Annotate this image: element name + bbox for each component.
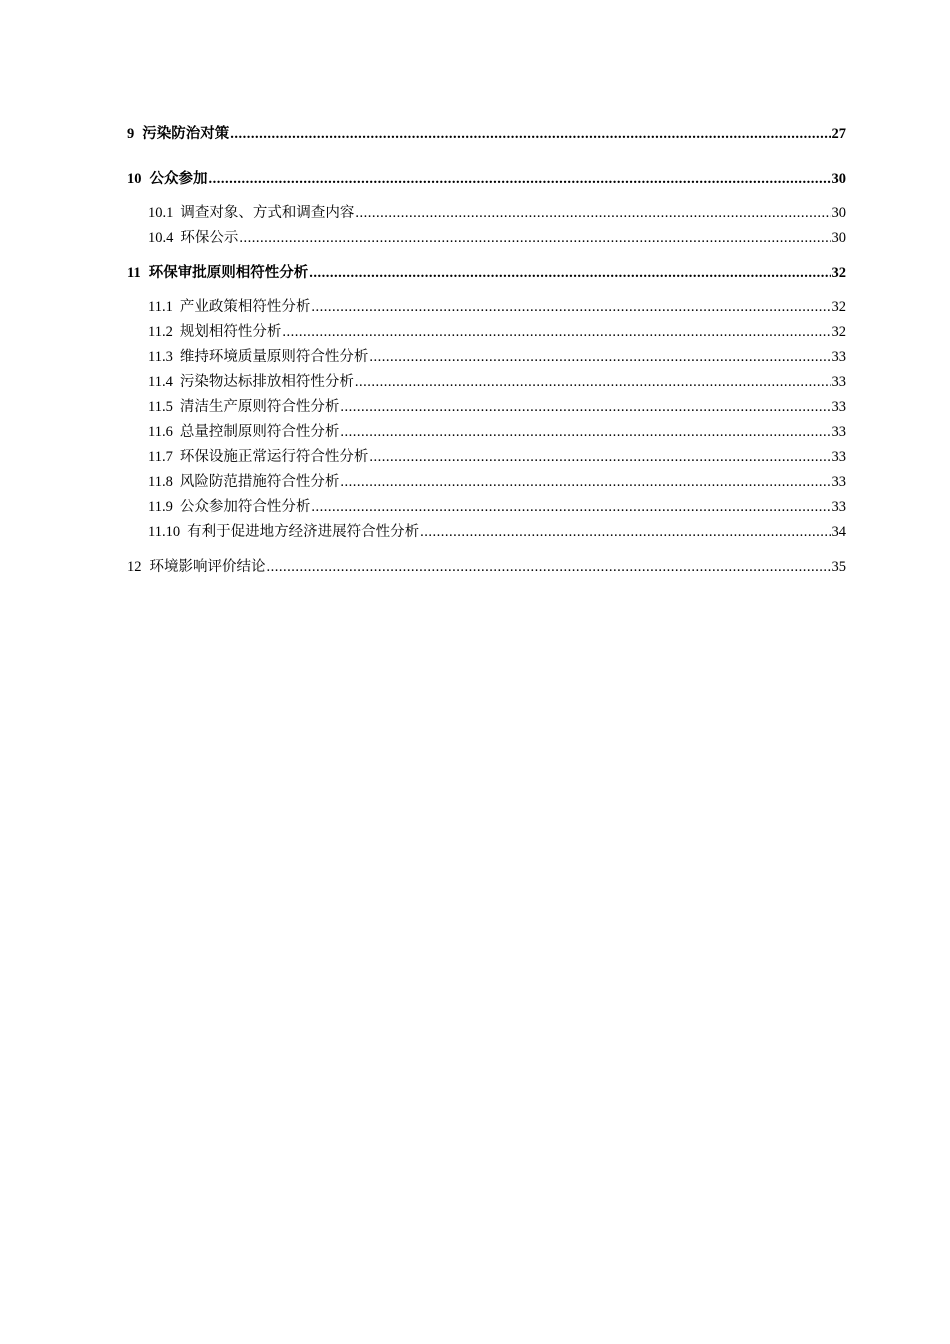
table-of-contents: [127, 122, 846, 580]
dot-leader: [311, 295, 830, 320]
toc-entry-10-4[interactable]: [127, 226, 846, 251]
toc-number: 11.9: [148, 499, 173, 515]
toc-page-number: 35: [831, 559, 846, 575]
toc-number: 11.5: [148, 399, 173, 415]
toc-entry-11[interactable]: [127, 261, 846, 286]
toc-page-number: 33: [831, 349, 846, 365]
toc-entry-11-10[interactable]: [127, 520, 846, 545]
dot-leader: [267, 555, 831, 580]
dot-leader: [309, 261, 830, 286]
toc-number: 10.4: [148, 230, 174, 246]
toc-page-number: 32: [831, 324, 846, 340]
toc-number: 10.1: [148, 205, 174, 221]
toc-title: 总量控制原则符合性分析: [179, 424, 340, 440]
toc-page-number: 33: [831, 449, 846, 465]
toc-title: 风险防范措施符合性分析: [179, 474, 340, 490]
toc-entry-11-9[interactable]: [127, 495, 846, 520]
dot-leader: [355, 201, 830, 226]
dot-leader: [209, 167, 831, 192]
toc-title: 调查对象、方式和调查内容: [180, 205, 355, 221]
toc-entry-11-3[interactable]: [127, 345, 846, 370]
toc-entry-11-8[interactable]: [127, 470, 846, 495]
toc-number: 11.6: [148, 424, 173, 440]
toc-entry-10-1[interactable]: [127, 201, 846, 226]
toc-entry-12[interactable]: [127, 555, 846, 580]
toc-title: 环保公示: [180, 230, 239, 246]
toc-title: 环保审批原则相符性分析: [148, 265, 309, 281]
toc-entry-9[interactable]: [127, 122, 846, 147]
toc-page-number: 32: [831, 265, 846, 281]
dot-leader: [340, 470, 830, 495]
toc-page-number: 30: [831, 205, 846, 221]
toc-entry-11-1[interactable]: [127, 295, 846, 320]
toc-title: 公众参加符合性分析: [179, 499, 311, 515]
toc-number: 11.8: [148, 474, 173, 490]
toc-number: 11.2: [148, 324, 173, 340]
toc-number: 11.7: [148, 449, 173, 465]
toc-entry-11-2[interactable]: [127, 320, 846, 345]
dot-leader: [369, 445, 830, 470]
dot-leader: [369, 345, 830, 370]
toc-title: 环境影响评价结论: [149, 559, 266, 575]
toc-title: 公众参加: [149, 171, 208, 187]
toc-number: 11.10: [148, 524, 181, 540]
toc-title: 污染物达标排放相符性分析: [179, 374, 354, 390]
toc-entry-11-4[interactable]: [127, 370, 846, 395]
dot-leader: [355, 370, 831, 395]
toc-page-number: 27: [831, 126, 846, 142]
toc-title: 污染防治对策: [142, 126, 230, 142]
toc-page-number: 33: [831, 474, 846, 490]
toc-page-number: 33: [831, 424, 846, 440]
toc-title: 规划相符性分析: [179, 324, 282, 340]
dot-leader: [230, 122, 830, 147]
toc-number: 11: [127, 265, 141, 281]
toc-number: 11.1: [148, 299, 173, 315]
toc-title: 环保设施正常运行符合性分析: [179, 449, 369, 465]
toc-page-number: 33: [831, 399, 846, 415]
dot-leader: [311, 495, 830, 520]
toc-page-number: 34: [831, 524, 846, 540]
toc-title: 产业政策相符性分析: [179, 299, 311, 315]
toc-entry-11-5[interactable]: [127, 395, 846, 420]
toc-page-number: 32: [831, 299, 846, 315]
toc-page-number: 33: [831, 499, 846, 515]
dot-leader: [282, 320, 830, 345]
toc-entry-11-7[interactable]: [127, 445, 846, 470]
toc-number: 12: [127, 559, 142, 575]
dot-leader: [420, 520, 830, 545]
dot-leader: [340, 420, 830, 445]
toc-title: 维持环境质量原则符合性分析: [179, 349, 369, 365]
toc-number: 11.4: [148, 374, 173, 390]
toc-title: 清洁生产原则符合性分析: [179, 399, 340, 415]
toc-title: 有利于促进地方经济进展符合性分析: [187, 524, 420, 540]
toc-number: 9: [127, 126, 135, 142]
toc-page-number: 30: [831, 171, 846, 187]
toc-number: 10: [127, 171, 142, 187]
toc-entry-11-6[interactable]: [127, 420, 846, 445]
toc-page-number: 30: [831, 230, 846, 246]
dot-leader: [239, 226, 830, 251]
toc-page-number: 33: [831, 374, 846, 390]
dot-leader: [340, 395, 830, 420]
toc-entry-10[interactable]: [127, 167, 846, 192]
toc-number: 11.3: [148, 349, 173, 365]
